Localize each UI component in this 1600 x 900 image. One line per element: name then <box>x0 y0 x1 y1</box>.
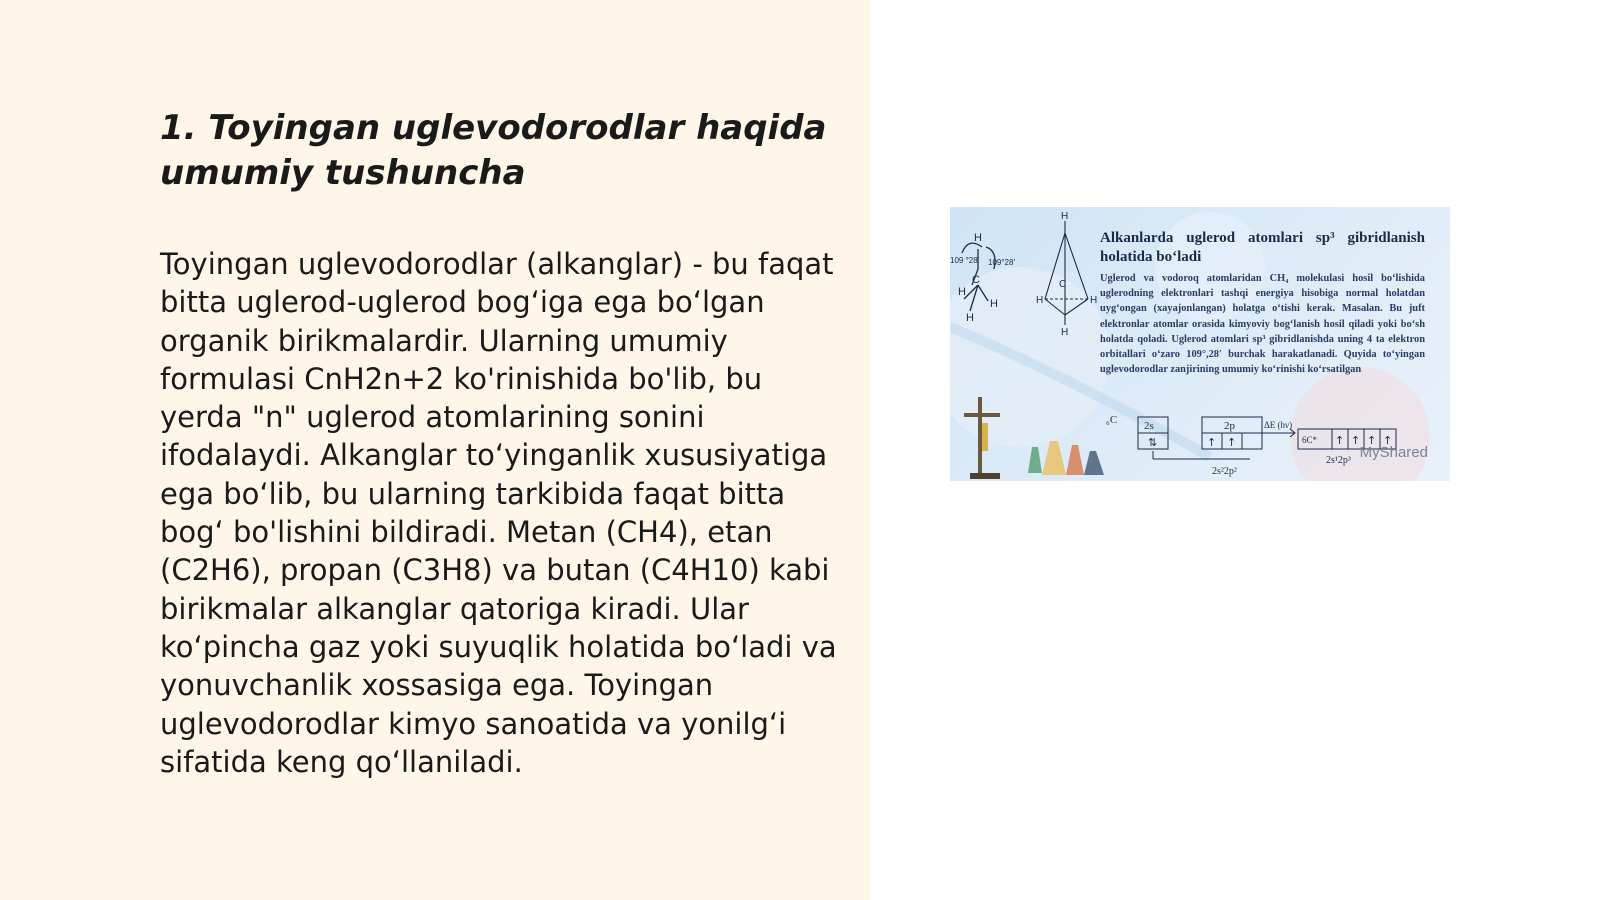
tetra-h-top: H <box>1061 211 1069 222</box>
orbital-config-label: 2s²2p² <box>1212 466 1237 477</box>
atom-c-left: C <box>972 274 980 286</box>
svg-text:↑: ↑ <box>1227 436 1237 449</box>
slide-body-text: Toyingan uglevodorodlar (alkanglar) - bu faqat bitta uglerod-uglerod bog‘iga ega bo‘lgan organik birikmalardir. Ularning umumiy formulasi CnH2n+2 ko'rinishida bo'lib, bu yerda "n" uglerod atomlarining sonini ifodalaydi. Alkanglar to‘yinganlik xususiyatiga ega bo‘lib, bu ularning tarkibida faqat bitta bog‘ bo'lishini bildiradi. Metan (CH4), etan (C2H6), propan (C3H8) va butan (C4H10) kabi birikmalar alkanglar qatoriga kiradi. Ular ko‘pincha gaz yoki suyuqlik holatida bo‘ladi va yonuvchanlik xossasiga ega. Toyingan uglevodorodlar kimyo sanoatida va yonilg‘i sifatida keng qo‘llaniladi. <box>160 247 837 779</box>
orbital-excited-config-label: 2s¹2p³ <box>1326 455 1351 466</box>
sp3-hybridization-figure <box>950 207 1450 481</box>
angle-label-right: 109°28′ <box>988 258 1015 267</box>
tetra-h-left: H <box>1036 295 1044 306</box>
watermark-logo: MyShared <box>1359 444 1428 461</box>
angle-label-left: 109 °28′ <box>950 256 980 265</box>
orbital-excited-label: 6C* <box>1302 435 1318 445</box>
tetra-h-right: H <box>1090 295 1098 306</box>
atom-h-bottom: H <box>966 312 974 324</box>
svg-text:↑: ↑ <box>1207 436 1217 449</box>
orbital-2s-label: 2s <box>1144 420 1154 432</box>
figure-text-block <box>1100 229 1425 377</box>
orbital-2p-label: 2p <box>1224 420 1235 432</box>
tetra-h-bottom: H <box>1061 327 1069 338</box>
svg-text:↑: ↑ <box>1335 434 1345 447</box>
tetra-c: C <box>1059 279 1067 290</box>
atom-h-right: H <box>990 298 998 310</box>
slide-title: 1. Toyingan uglevodorodlar haqida umumiy tushuncha <box>160 108 827 193</box>
orbital-element-label: ₆C <box>1106 414 1118 426</box>
svg-text:↑: ↑ <box>1383 434 1393 447</box>
figure-paragraph: Uglerod va vodoroq atomlaridan CH₄ molekulasi hosil bo‘lishida uglerodning elektronlari tashqi energiya hisobiga normal holatdan uyg‘ongan (xayajonlangan) holatga o‘tishi kerak. Masalan. Bu juft elektronlar atomlar orasida kimyoviy bog‘lanish hosil qiladi yoki bo‘sh holatda qoladi. Uglerod atomlari sp³ gibridlanishda uning 4 ta elektron orbitallari o‘zaro 109°,28′ burchak harakatlanadi. Quyida to‘yingan uglevodorodlar zanjirining umumiy ko‘rinishi ko‘rsatilgan <box>1100 273 1425 376</box>
figure-heading: Alkanlarda uglerod atomlari sp³ gibridlanish holatida bo‘ladi <box>1100 230 1425 265</box>
svg-text:⇅: ⇅ <box>1148 436 1158 449</box>
orbital-energy-label: ΔE (hν) <box>1264 420 1293 430</box>
svg-text:↑: ↑ <box>1351 434 1361 447</box>
svg-text:↑: ↑ <box>1367 434 1377 447</box>
atom-h-top: H <box>974 232 982 244</box>
atom-h-left: H <box>958 286 966 298</box>
